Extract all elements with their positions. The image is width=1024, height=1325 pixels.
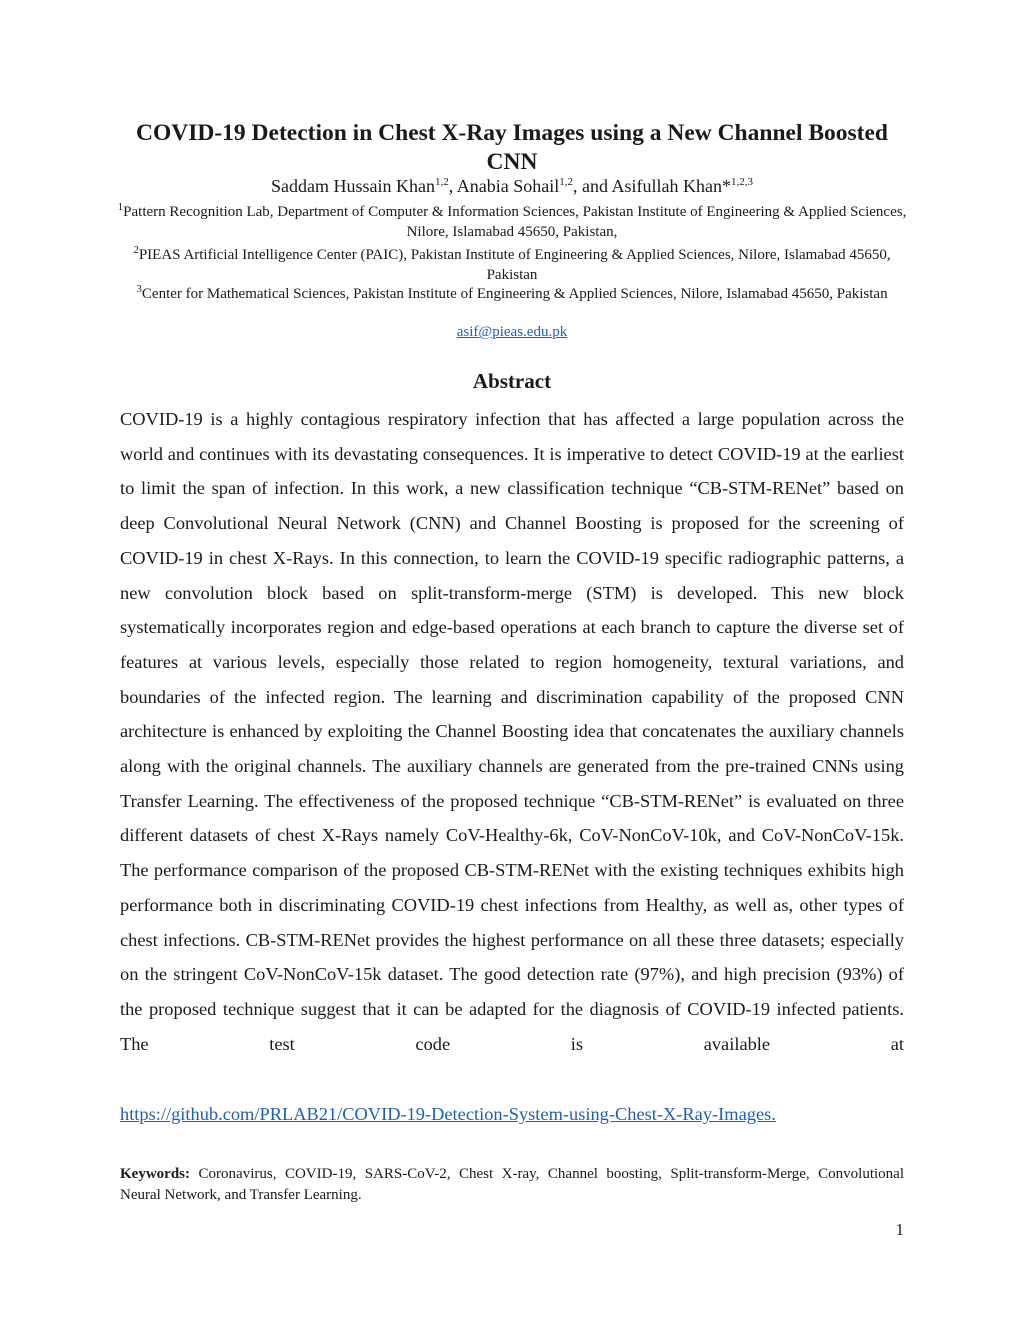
- author-separator: , and: [573, 176, 612, 196]
- affiliation-3: [110, 284, 914, 304]
- affiliation-number: 3: [136, 283, 142, 295]
- affiliation-number: 1: [117, 201, 124, 213]
- code-repository-link[interactable]: https://github.com/PRLAB21/COVID-19-Detection-System-using-Chest-X-Ray-Images.: [120, 1104, 776, 1124]
- affiliation-number: 2: [133, 244, 139, 256]
- affiliation-1: [110, 202, 914, 242]
- code-url-line: [120, 1097, 776, 1132]
- affiliation-text: Pattern Recognition Lab, Department of Computer & Information Sciences, Pakistan Institute of Engineering & Applied Sciences, Nilore, Islamabad 45650, Pakistan,: [123, 204, 907, 240]
- author-affiliation-marker: 1,2: [559, 176, 573, 188]
- paper-title: COVID-19 Detection in Chest X-Ray Images using a New Channel Boosted CNN: [136, 120, 888, 175]
- author-separator: ,: [448, 176, 457, 196]
- keywords-section: [120, 1164, 904, 1206]
- email-link[interactable]: asif@pieas.edu.pk: [456, 324, 568, 340]
- keywords-text: Coronavirus, COVID-19, SARS-CoV-2, Chest X-ray, Channel boosting, Split-transform-Merge, Convolutional Neural Network, and Transfer Learning.: [120, 1166, 905, 1203]
- author-affiliation-marker: 1,2: [435, 176, 449, 188]
- author-name: Saddam Hussain Khan: [271, 176, 435, 196]
- abstract-heading: Abstract: [472, 369, 552, 393]
- page-number: 1: [895, 1220, 904, 1239]
- contact-email-line: [110, 322, 914, 342]
- abstract-body: COVID-19 is a highly contagious respiratory infection that has affected a large population across the world and continues with its devastating consequences. It is imperative to detect COVID-19 at the earliest to limit the span of infection. In this work, a new classification technique “CB-STM-RENet” based on deep Convolutional Neural Network (CNN) and Channel Boosting is proposed for the screening of COVID-19 in chest X-Rays. In this connection, to learn the COVID-19 specific radiographic patterns, a new convolution block based on split-transform-merge (STM) is developed. This new block systematically incorporates region and edge-based operations at each branch to capture the diverse set of features at various levels, especially those related to region homogeneity, textural variations, and boundaries of the infected region. The learning and discrimination capability of the proposed CNN architecture is enhanced by exploiting the Channel Boosting idea that concatenates the auxiliary channels along with the original channels. The auxiliary channels are generated from the pre-trained CNNs using Transfer Learning. The effectiveness of the proposed technique “CB-STM-RENet” is evaluated on three different datasets of chest X-Rays namely CoV-Healthy-6k, CoV-NonCoV-10k, and CoV-NonCoV-15k. The performance comparison of the proposed CB-STM-RENet with the existing techniques exhibits high performance both in discriminating COVID-19 chest infections from Healthy, as well as, other types of chest infections. CB-STM-RENet provides the highest performance on all these three datasets; especially on the stringent CoV-NonCoV-15k dataset. The good detection rate (97%), and high precision (93%) of the proposed technique suggest that it can be adapted for the diagnosis of COVID-19 infected patients. The test code is available at: [120, 409, 904, 1054]
- keywords-label: Keywords:: [120, 1166, 190, 1182]
- affiliation-2: [110, 245, 914, 285]
- author-name: Asifullah Khan*: [611, 176, 731, 196]
- author-name: Anabia Sohail: [456, 176, 560, 196]
- author-affiliation-marker: 1,2,3: [730, 176, 753, 188]
- affiliation-text: Center for Mathematical Sciences, Pakistan Institute of Engineering & Applied Sciences, Nilore, Islamabad 45650, Pakistan: [141, 286, 888, 302]
- affiliation-text: PIEAS Artificial Intelligence Center (PAIC), Pakistan Institute of Engineering & Applied Sciences, Nilore, Islamabad 45650, Pakistan: [138, 247, 891, 283]
- author-list: [110, 174, 914, 198]
